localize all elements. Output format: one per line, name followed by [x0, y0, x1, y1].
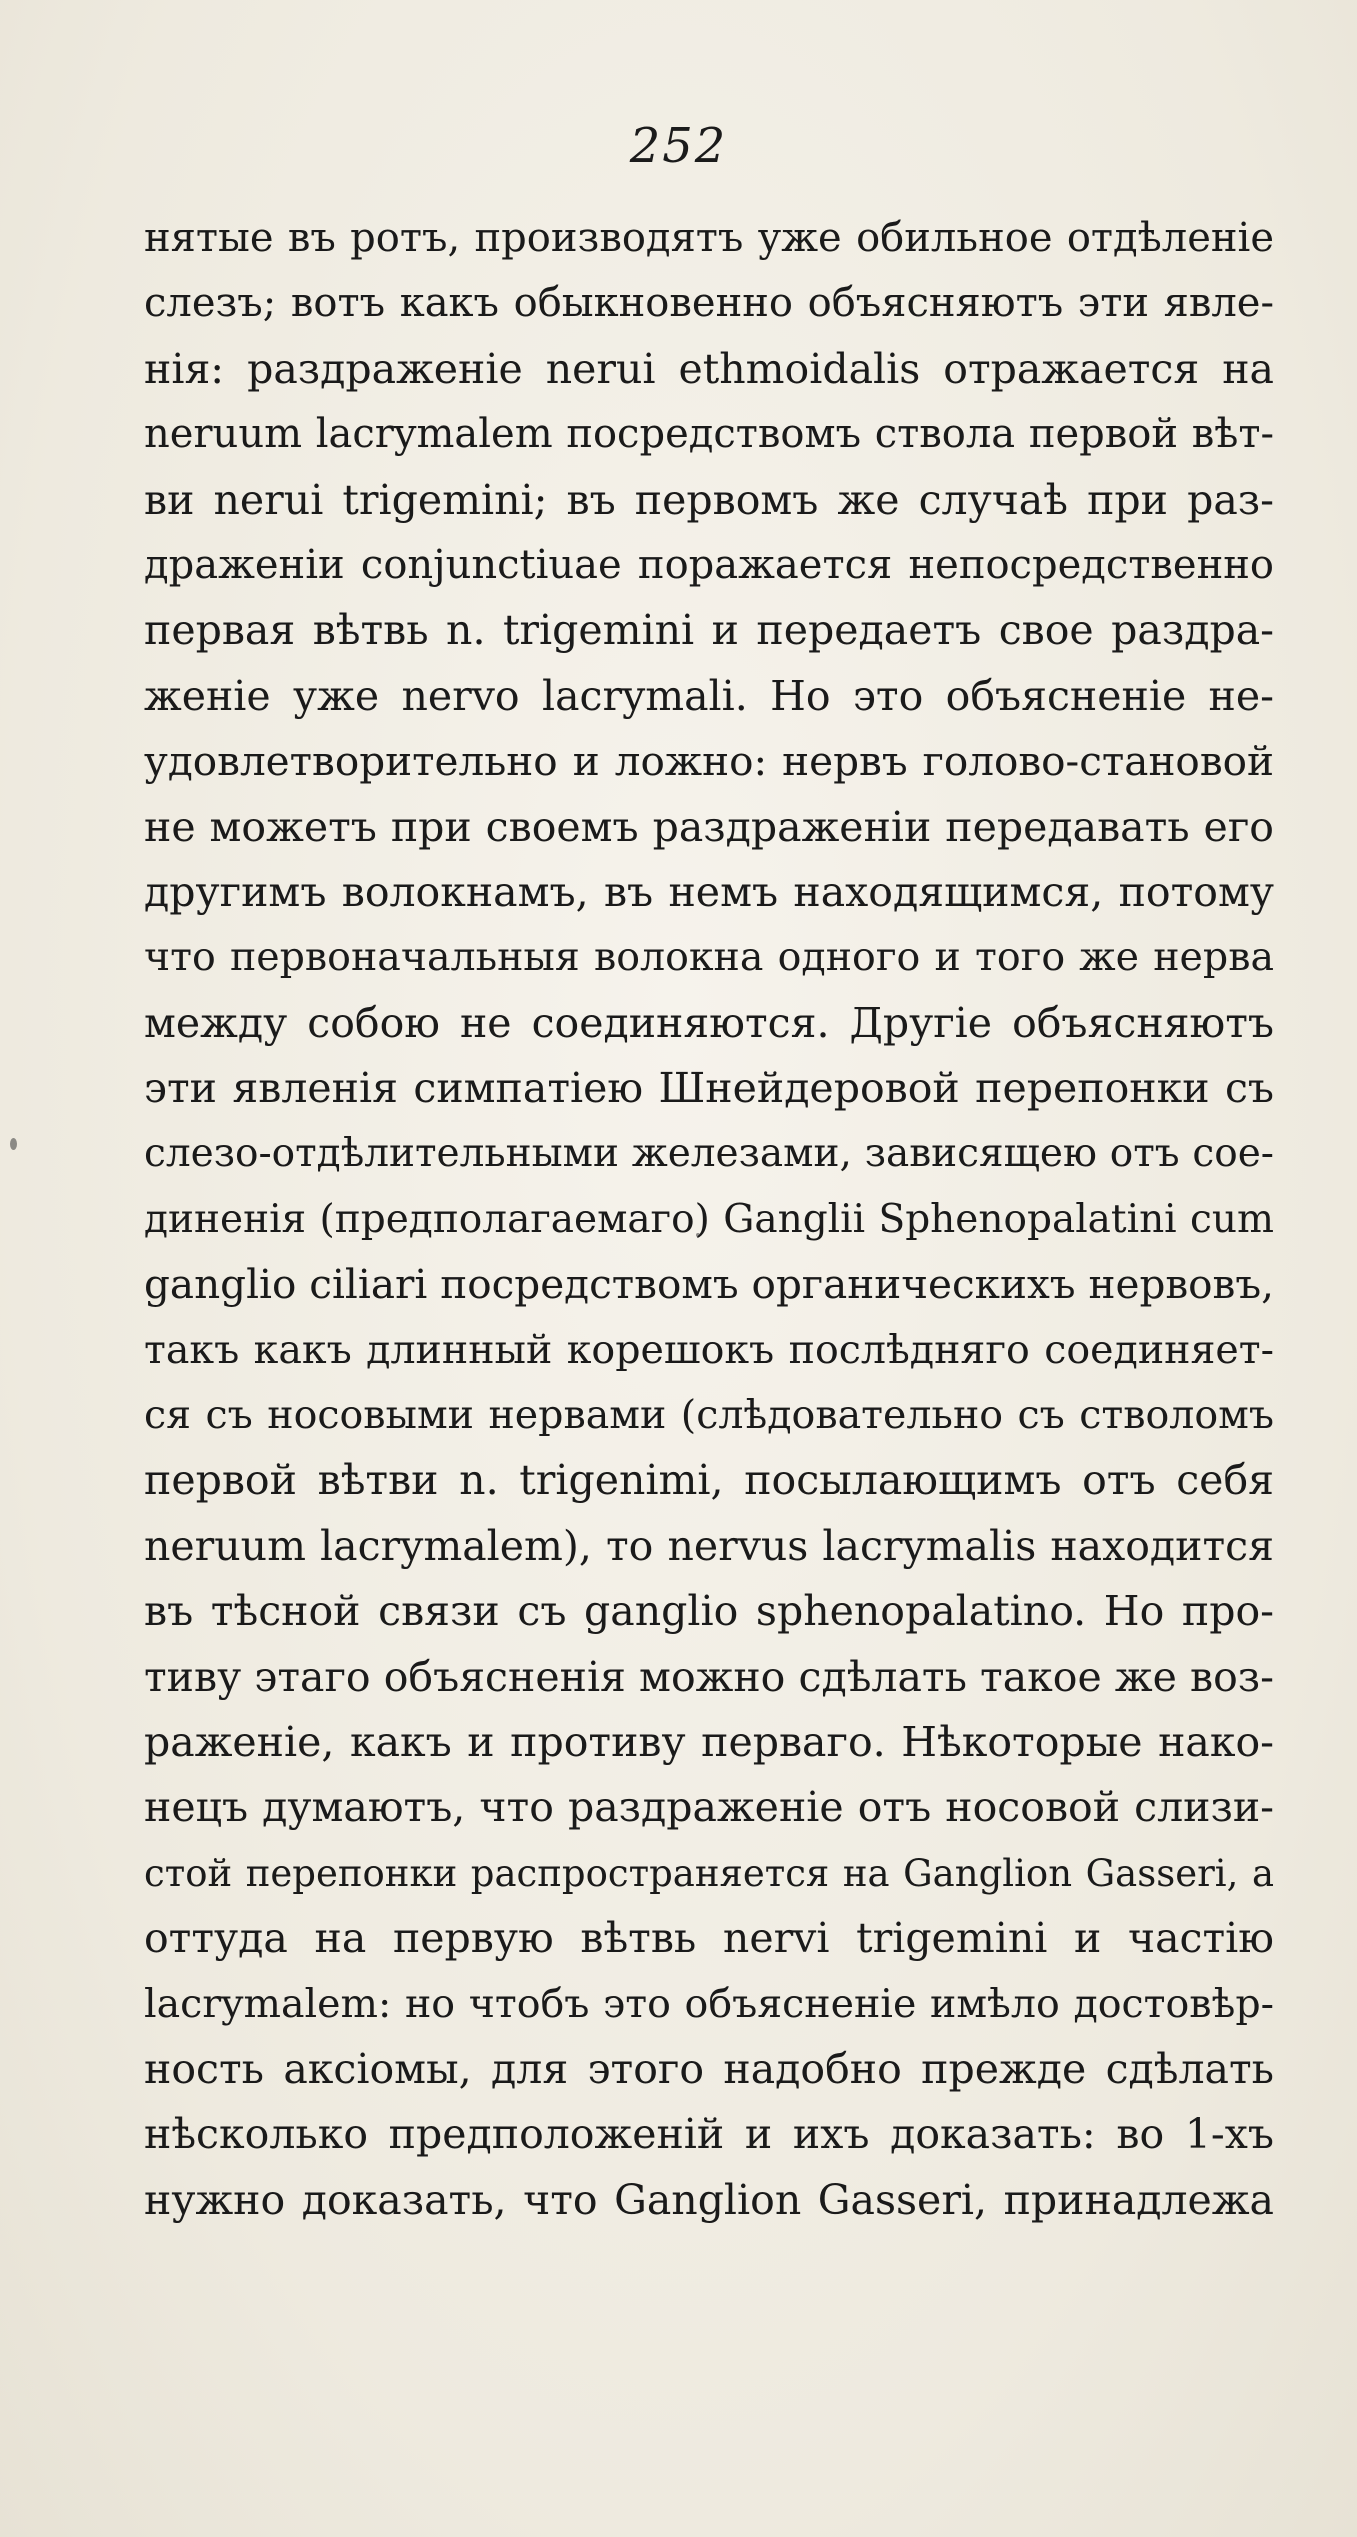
text-line: другимъ волокнамъ, въ немъ находящимся, потому	[144, 867, 1274, 916]
text-line: нятые въ ротъ, производятъ уже обильное отдѣленіе	[144, 215, 1274, 261]
text-line: слезъ; вотъ какъ обыкновенно объясняютъ эти явле-	[144, 280, 1274, 327]
text-line: lacrymalem: но чтобъ это объясненіе имѣло достовѣр-	[144, 1980, 1274, 2027]
text-line: удовлетворительно и ложно: нервъ голово-становой	[144, 737, 1274, 786]
text-line: ность аксіомы, для этого надобно прежде сдѣлать	[144, 2044, 1274, 2093]
text-line: neruum lacrymalem), то nervus lacrymalis находится	[144, 1521, 1274, 1570]
text-line: первая вѣтвь n. trigemini и передаетъ свое раздра-	[144, 606, 1274, 655]
text-line: нія: раздраженіе nerui ethmoidalis отражается на	[144, 344, 1274, 393]
text-line: драженіи conjunctiuae поражается непосредственно	[144, 541, 1274, 588]
text-line: слезо-отдѣлительными железами, зависящею отъ сое-	[144, 1131, 1274, 1177]
text-line: оттуда на первую вѣтвь nervi trigemini и частію	[144, 1914, 1274, 1963]
ink-speck	[10, 1138, 17, 1150]
text-line: раженіе, какъ и противу перваго. Нѣкоторые нако-	[144, 1717, 1274, 1766]
text-line: не можетъ при своемъ раздраженіи передавать его	[144, 802, 1274, 851]
text-line: стой перепонки распространяется на Ganglion Gasseri, а	[144, 1851, 1274, 1895]
text-line: въ тѣсной связи съ ganglio sphenopalatino. Но про-	[144, 1587, 1274, 1636]
text-line: что первоначальныя волокна одного и того же нерва	[144, 934, 1274, 981]
text-line: ся съ носовыми нервами (слѣдовательно съ стволомъ	[144, 1392, 1274, 1439]
text-line: ganglio ciliari посредствомъ органическихъ нервовъ,	[144, 1260, 1274, 1309]
text-line: нѣсколько предположеній и ихъ доказать: во 1-хъ	[144, 2110, 1274, 2159]
text-line: женіе уже nervo lacrymali. Но это объясненіе не-	[144, 671, 1274, 720]
text-line: neruum lacrymalem посредствомъ ствола первой вѣт-	[144, 411, 1274, 458]
text-line: такъ какъ длинный корешокъ послѣдняго соединяет-	[144, 1326, 1274, 1373]
page-number: 252	[629, 118, 728, 174]
text-line: нецъ думаютъ, что раздраженіе отъ носовой слизи-	[144, 1783, 1274, 1832]
text-line: между собою не соединяются. Другіе объясняютъ	[144, 998, 1274, 1047]
text-line: тиву этаго объясненія можно сдѣлать такое же воз-	[144, 1652, 1274, 1701]
text-line: диненія (предполагаемаго) Ganglii Sphenopalatini cum	[144, 1196, 1274, 1242]
text-line: первой вѣтви n. trigenimi, посылающимъ отъ себя	[144, 1456, 1274, 1505]
text-line: эти явленія симпатіею Шнейдеровой перепонки съ	[144, 1064, 1274, 1113]
body-text	[144, 206, 1274, 2233]
text-line: нужно доказать, что Ganglion Gasseri, принадлежа	[144, 2175, 1274, 2224]
text-line: ви nerui trigemini; въ первомъ же случаѣ при раз-	[144, 475, 1274, 524]
